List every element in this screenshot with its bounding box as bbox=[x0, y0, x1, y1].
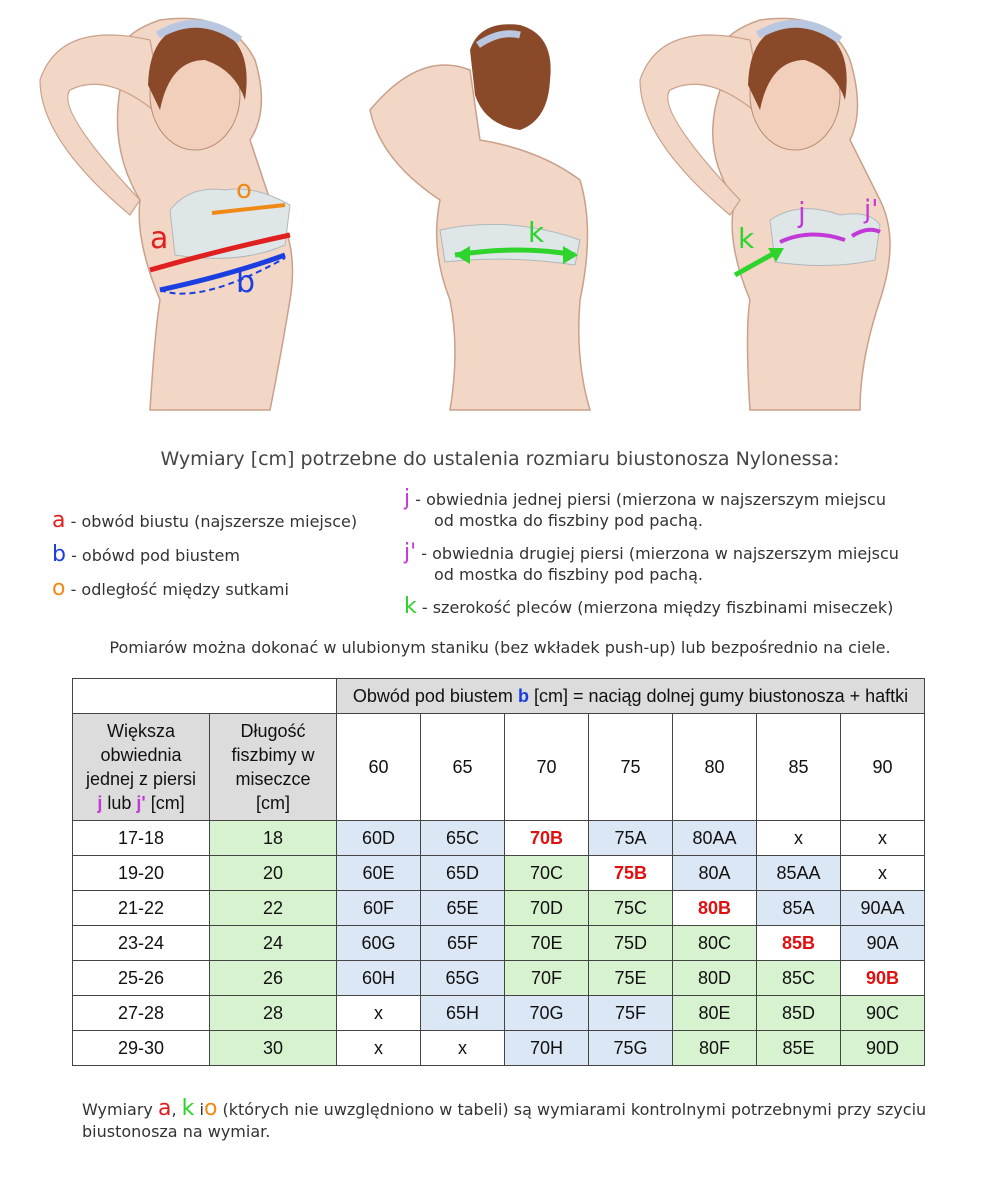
size-cell: 85AA bbox=[757, 856, 841, 891]
size-cell: 90AA bbox=[841, 891, 925, 926]
footer-comma: , bbox=[171, 1100, 177, 1119]
size-cell: 75A bbox=[589, 821, 673, 856]
wire-cell: 18 bbox=[210, 821, 337, 856]
size-cell: 60H bbox=[337, 961, 421, 996]
col1-line-2: obwiednia bbox=[100, 745, 182, 765]
footer-letter-o: o bbox=[203, 1096, 218, 1121]
size-cell: 60F bbox=[337, 891, 421, 926]
label-k-front: k bbox=[738, 222, 755, 255]
size-cell: 90C bbox=[841, 996, 925, 1031]
band-header: 90 bbox=[841, 714, 925, 821]
footer-pre: Wymiary bbox=[82, 1100, 153, 1119]
wire-cell: 22 bbox=[210, 891, 337, 926]
size-cell: x bbox=[841, 856, 925, 891]
table-row bbox=[73, 891, 925, 926]
table-row bbox=[73, 961, 925, 996]
size-cell-highlight: 85B bbox=[757, 926, 841, 961]
size-cell: 85E bbox=[757, 1031, 841, 1066]
band-header: 75 bbox=[589, 714, 673, 821]
size-cell: x bbox=[337, 1031, 421, 1066]
size-cell: 80D bbox=[673, 961, 757, 996]
legend-right bbox=[404, 486, 964, 626]
legend-item-b bbox=[52, 542, 240, 567]
legend-item-a bbox=[52, 508, 357, 533]
size-cell-highlight: 70B bbox=[505, 821, 589, 856]
size-cell: 90A bbox=[841, 926, 925, 961]
col2-line-4: [cm] bbox=[256, 793, 290, 813]
col1-lub: lub bbox=[107, 793, 132, 813]
size-cell: 75D bbox=[589, 926, 673, 961]
footer-post: (których nie uwzględniono w tabeli) są wymiarami kontrolnymi potrzebnymi przy szyciu biustonosza na wymiar. bbox=[82, 1100, 927, 1141]
table-subheader-row bbox=[73, 714, 925, 821]
range-cell: 23-24 bbox=[73, 926, 210, 961]
table-corner bbox=[73, 679, 337, 714]
label-b: b bbox=[236, 265, 256, 300]
footer-i: i bbox=[199, 1100, 204, 1119]
range-cell: 29-30 bbox=[73, 1031, 210, 1066]
col1-line-1: Większa bbox=[106, 721, 175, 741]
col1-line-3: jednej z piersi bbox=[85, 769, 197, 789]
label-k-back: k bbox=[528, 216, 545, 249]
measurement-illustration bbox=[0, 0, 1000, 420]
legend-letter-b: b bbox=[52, 542, 66, 567]
size-cell-highlight: 90B bbox=[841, 961, 925, 996]
band-header: 60 bbox=[337, 714, 421, 821]
size-cell: 90D bbox=[841, 1031, 925, 1066]
range-cell: 17-18 bbox=[73, 821, 210, 856]
size-cell: x bbox=[841, 821, 925, 856]
size-cell: 75E bbox=[589, 961, 673, 996]
size-cell: 65D bbox=[421, 856, 505, 891]
size-cell: 60E bbox=[337, 856, 421, 891]
legend-text-jprime-1: - obwiednia drugiej piersi (mierzona w najszerszym miejscu bbox=[421, 544, 899, 563]
size-table bbox=[72, 678, 925, 1066]
legend-text-a: - obwód biustu (najszersze miejsce) bbox=[70, 512, 358, 531]
size-cell: 60D bbox=[337, 821, 421, 856]
legend-item-k bbox=[404, 594, 893, 619]
size-cell: 85D bbox=[757, 996, 841, 1031]
table-row bbox=[73, 1031, 925, 1066]
col1-j: j bbox=[97, 793, 103, 813]
footer-letter-a: a bbox=[157, 1096, 172, 1121]
range-cell: 25-26 bbox=[73, 961, 210, 996]
size-cell: 70C bbox=[505, 856, 589, 891]
legend-item-j bbox=[404, 486, 886, 530]
legend-text-b: - obówd pod biustem bbox=[71, 546, 240, 565]
range-cell: 21-22 bbox=[73, 891, 210, 926]
top-header-post: [cm] = naciąg dolnej gumy biustonosza + haftki bbox=[533, 685, 909, 706]
legend-text-j-2: od mostka do fiszbiny pod pachą. bbox=[434, 511, 704, 530]
size-cell: 65C bbox=[421, 821, 505, 856]
size-cell: 70D bbox=[505, 891, 589, 926]
measurement-note: Pomiarów można dokonać w ulubionym staniku (bez wkładek push-up) lub bezpośrednio na ciele. bbox=[109, 638, 891, 657]
table-top-header bbox=[337, 679, 925, 714]
size-cell: 80F bbox=[673, 1031, 757, 1066]
footer-note bbox=[82, 1098, 962, 1143]
size-cell: 80AA bbox=[673, 821, 757, 856]
size-cell: 75F bbox=[589, 996, 673, 1031]
col2-line-3: miseczce bbox=[235, 769, 311, 789]
label-a: a bbox=[150, 221, 169, 256]
size-cell: 65E bbox=[421, 891, 505, 926]
size-cell: 85A bbox=[757, 891, 841, 926]
table-row bbox=[73, 821, 925, 856]
legend-letter-jprime: j' bbox=[404, 540, 417, 565]
band-header: 65 bbox=[421, 714, 505, 821]
label-jprime: j' bbox=[864, 195, 879, 225]
band-header: 85 bbox=[757, 714, 841, 821]
wire-cell: 28 bbox=[210, 996, 337, 1031]
col-header-wire bbox=[210, 714, 337, 821]
size-cell: 75G bbox=[589, 1031, 673, 1066]
legend-letter-a: a bbox=[52, 508, 66, 533]
wire-cell: 26 bbox=[210, 961, 337, 996]
legend-letter-o: o bbox=[52, 576, 66, 601]
legend-text-k: - szerokość pleców (mierzona między fiszbinami miseczek) bbox=[421, 598, 894, 617]
size-cell: 80C bbox=[673, 926, 757, 961]
size-cell: 80A bbox=[673, 856, 757, 891]
size-cell: x bbox=[337, 996, 421, 1031]
size-cell: 75C bbox=[589, 891, 673, 926]
label-j: j bbox=[798, 196, 806, 229]
size-cell: 65H bbox=[421, 996, 505, 1031]
table-header-row bbox=[73, 679, 925, 714]
size-cell-highlight: 75B bbox=[589, 856, 673, 891]
size-cell: x bbox=[421, 1031, 505, 1066]
size-cell: 65F bbox=[421, 926, 505, 961]
legend-letter-j: j bbox=[404, 486, 411, 511]
size-cell: x bbox=[757, 821, 841, 856]
legend-item-jprime bbox=[404, 540, 899, 584]
size-cell: 70H bbox=[505, 1031, 589, 1066]
table-row bbox=[73, 996, 925, 1031]
legend-text-j-1: - obwiednia jednej piersi (mierzona w najszerszym miejscu bbox=[415, 490, 886, 509]
figure-front bbox=[40, 18, 293, 410]
table-row bbox=[73, 856, 925, 891]
wire-cell: 20 bbox=[210, 856, 337, 891]
size-cell: 60G bbox=[337, 926, 421, 961]
col2-line-2: fiszbimy w bbox=[231, 745, 315, 765]
size-cell: 70E bbox=[505, 926, 589, 961]
figure-front-right bbox=[640, 18, 890, 410]
wire-cell: 24 bbox=[210, 926, 337, 961]
legend-text-o: - odległość między sutkami bbox=[70, 580, 289, 599]
footer-letter-k: k bbox=[181, 1096, 195, 1121]
col1-line-4 bbox=[73, 791, 209, 815]
col1-jprime: j' bbox=[136, 793, 146, 813]
size-cell: 70F bbox=[505, 961, 589, 996]
legend-left bbox=[52, 508, 412, 608]
top-header-pre: Obwód pod biustem bbox=[352, 685, 513, 706]
page-title: Wymiary [cm] potrzebne do ustalenia rozmiaru biustonosza Nylonessa: bbox=[160, 448, 840, 470]
size-cell: 85C bbox=[757, 961, 841, 996]
legend-item-o bbox=[52, 576, 289, 601]
legend-letter-k: k bbox=[404, 594, 417, 619]
range-cell: 27-28 bbox=[73, 996, 210, 1031]
size-cell: 65G bbox=[421, 961, 505, 996]
size-cell: 70G bbox=[505, 996, 589, 1031]
wire-cell: 30 bbox=[210, 1031, 337, 1066]
band-header: 80 bbox=[673, 714, 757, 821]
size-cell-highlight: 80B bbox=[673, 891, 757, 926]
band-header: 70 bbox=[505, 714, 589, 821]
top-header-b: b bbox=[517, 685, 529, 706]
figure-back bbox=[370, 24, 590, 410]
size-cell: 80E bbox=[673, 996, 757, 1031]
col1-unit: [cm] bbox=[150, 793, 185, 813]
col2-line-1: Długość bbox=[240, 721, 306, 741]
range-cell: 19-20 bbox=[73, 856, 210, 891]
col-header-envelope bbox=[73, 714, 210, 821]
label-o: o bbox=[236, 175, 252, 205]
table-row bbox=[73, 926, 925, 961]
legend-text-jprime-2: od mostka do fiszbiny pod pachą. bbox=[434, 565, 704, 584]
